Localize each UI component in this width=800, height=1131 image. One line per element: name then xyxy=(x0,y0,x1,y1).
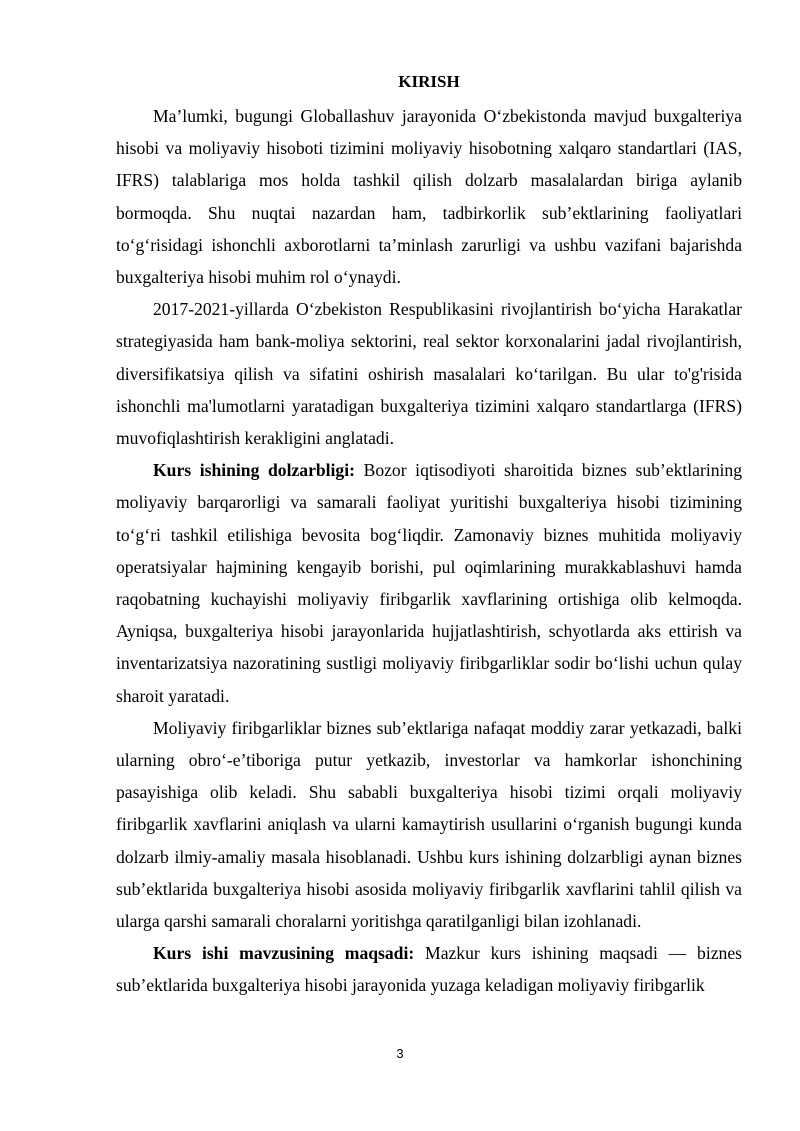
paragraph-strategy xyxy=(116,293,742,454)
paragraph-lead-relevance: Kurs ishining dolzarbligi: xyxy=(153,460,355,481)
section-title: KIRISH xyxy=(398,72,460,91)
paragraph-text: Bozor iqtisodiyoti sharoitida biznes sub’ektlarining moliyaviy barqarorligi va samarali faoliyat yuritishi buxgalteriya hisobi tizimining to‘g‘ri tashkil etilishiga bevosita bog‘liqdir. Zamonaviy biznes muhitida moliyaviy operatsiyalar hajmining kengayib borishi, pul oqimlarining murakkablashuvi hamda raqobatning kuchayishi moliyaviy firibgarlik xavflarining ortishiga olib kelmoqda. Ayniqsa, buxgalteriya hisobi jarayonlarida hujjatlashtirish, schyotlarda aks ettirish va inventarizatsiya nazoratining sustligi moliyaviy firibgarliklar sodir bo‘lishi uchun qulay sharoit yaratadi. xyxy=(116,460,742,706)
page-content xyxy=(116,72,742,1002)
paragraph-text: Mazkur kurs ishining maqsadi — biznes sub’ektlarida buxgalteriya hisobi jarayonida yuzaga keladigan moliyaviy firibgarlik xyxy=(116,943,742,996)
paragraph-text: Ma’lumki, bugungi Globallashuv jarayonida O‘zbekistonda mavjud buxgalteriya hisobi va moliyaviy hisoboti tizimini moliyaviy hisobotning xalqaro standartlari (IAS, IFRS) talablariga mos holda tashkil qilish dolzarb masalalardan biriga aylanib bormoqda. Shu nuqtai nazardan ham, tadbirkorlik sub’ektlarining faoliyatlari to‘g‘risidagi ishonchli axborotlarni ta’minlash zarurligi va ushbu vazifani bajarishda buxgalteriya hisobi muhim rol o‘ynaydi. xyxy=(116,106,742,288)
paragraph-intro xyxy=(116,100,742,293)
paragraph-lead-goal: Kurs ishi mavzusining maqsadi: xyxy=(153,943,415,964)
paragraph-relevance xyxy=(116,454,742,712)
paragraph-text: 2017-2021-yillarda O‘zbekiston Respublikasini rivojlantirish bo‘yicha Harakatlar strategiyasida ham bank-moliya sektorini, real sektor korxonalarini jadal rivojlantirish, diversifikatsiya qilish va sifatini oshirish masalalari ko‘tarilgan. Bu ular to'g'risida ishonchli ma'lumotlarni yaratadigan buxgalteriya tizimini xalqaro standartlarga (IFRS) muvofiqlashtirish kerakligini anglatadi. xyxy=(116,299,742,449)
paragraph-text: Moliyaviy firibgarliklar biznes sub’ektlariga nafaqat moddiy zarar yetkazadi, balki ularning obro‘-e’tiboriga putur yetkazib, investorlar va hamkorlar ishonchining pasayishiga olib keladi. Shu sababli buxgalteriya hisobi tizimi orqali moliyaviy firibgarlik xavflarini aniqlash va ularni kamaytirish usullarini o‘rganish bugungi kunda dolzarb ilmiy-amaliy masala hisoblanadi. Ushbu kurs ishining dolzarbligi aynan biznes sub’ektlarida buxgalteriya hisobi asosida moliyaviy firibgarlik xavflarini tahlil qilish va ularga qarshi samarali choralarni yoritishga qaratilganligi bilan izohlanadi. xyxy=(116,717,742,932)
paragraph-fraud-impact xyxy=(116,712,742,937)
paragraph-goal xyxy=(116,937,742,1001)
page-number: 3 xyxy=(396,1046,404,1061)
